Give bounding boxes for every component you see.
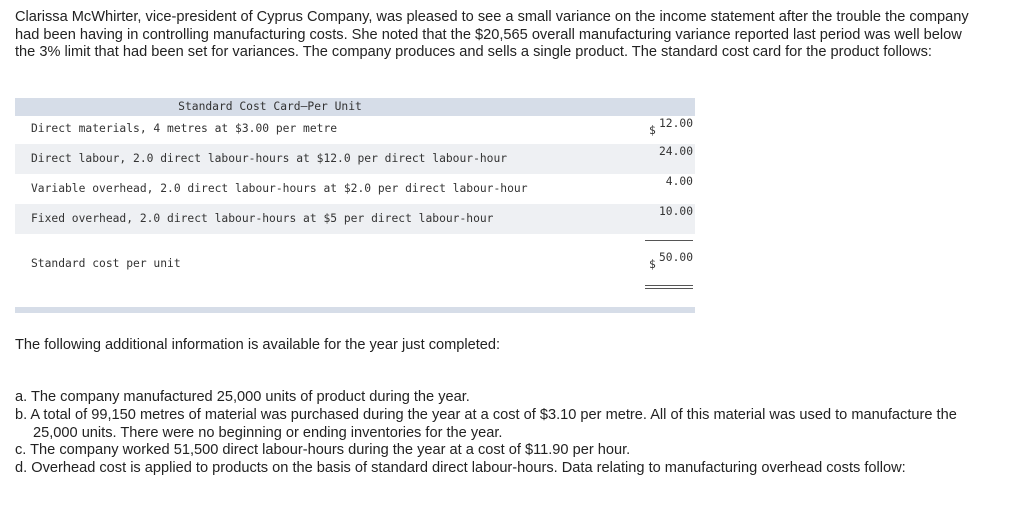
cost-row-label: Fixed overhead, 2.0 direct labour-hours at $5 per direct labour-hour (31, 212, 494, 225)
subtotal-rule (645, 240, 693, 241)
cost-row-label: Direct labour, 2.0 direct labour-hours at $12.0 per direct labour-hour (31, 152, 508, 165)
double-rule-top (645, 285, 693, 286)
cost-row-amount: 4.00 (665, 175, 693, 188)
total-amount: 50.00 (658, 251, 693, 264)
currency-symbol: $ (649, 258, 656, 271)
list-item: b. A total of 99,150 metres of material was purchased during the year at a cost of $3.10 per metre. All of this material was used to manufacture the 25,000 units. There were no beginning or ending inventories for the year. (15, 406, 957, 441)
cost-row-fixed-overhead (15, 204, 695, 234)
total-label: Standard cost per unit (31, 257, 181, 270)
cost-row-total (15, 248, 695, 278)
list-item: a. The company manufactured 25,000 units of product during the year. (15, 389, 470, 405)
card-title: Standard Cost Card—Per Unit (178, 100, 362, 113)
standard-cost-card (15, 98, 695, 314)
cost-row-direct-labour (15, 144, 695, 174)
additional-info-heading: The following additional information is available for the year just completed: (15, 337, 501, 353)
cost-row-amount: 24.00 (658, 145, 693, 158)
currency-symbol: $ (649, 124, 656, 137)
cost-row-amount: 10.00 (658, 205, 693, 218)
intro-paragraph: Clarissa McWhirter, vice-president of Cyprus Company, was pleased to see a small variance on the income statement after the trouble the company had been having in controlling manufacturing costs. She noted that the $20,565 overall manufacturing variance reported last period was well below the 3% limit that had been set for variances. The company produces and sells a single product. The standard cost card for the product follows: (15, 9, 969, 61)
list-item: c. The company worked 51,500 direct labour-hours during the year at a cost of $11.90 per hour. (15, 442, 631, 459)
list-item: d. Overhead cost is applied to products on the basis of standard direct labour-hours. Data relating to manufacturing overhead costs follow: (15, 460, 906, 477)
cost-row-label: Variable overhead, 2.0 direct labour-hours at $2.0 per direct labour-hour (31, 182, 528, 195)
cost-row-direct-materials (15, 117, 695, 147)
double-rule-bottom (645, 288, 693, 289)
info-list (15, 389, 975, 478)
card-footer-bar (15, 307, 695, 313)
cost-row-amount: 12.00 (658, 117, 693, 130)
cost-row-label: Direct materials, 4 metres at $3.00 per metre (31, 122, 338, 135)
cost-row-variable-overhead (15, 174, 695, 204)
